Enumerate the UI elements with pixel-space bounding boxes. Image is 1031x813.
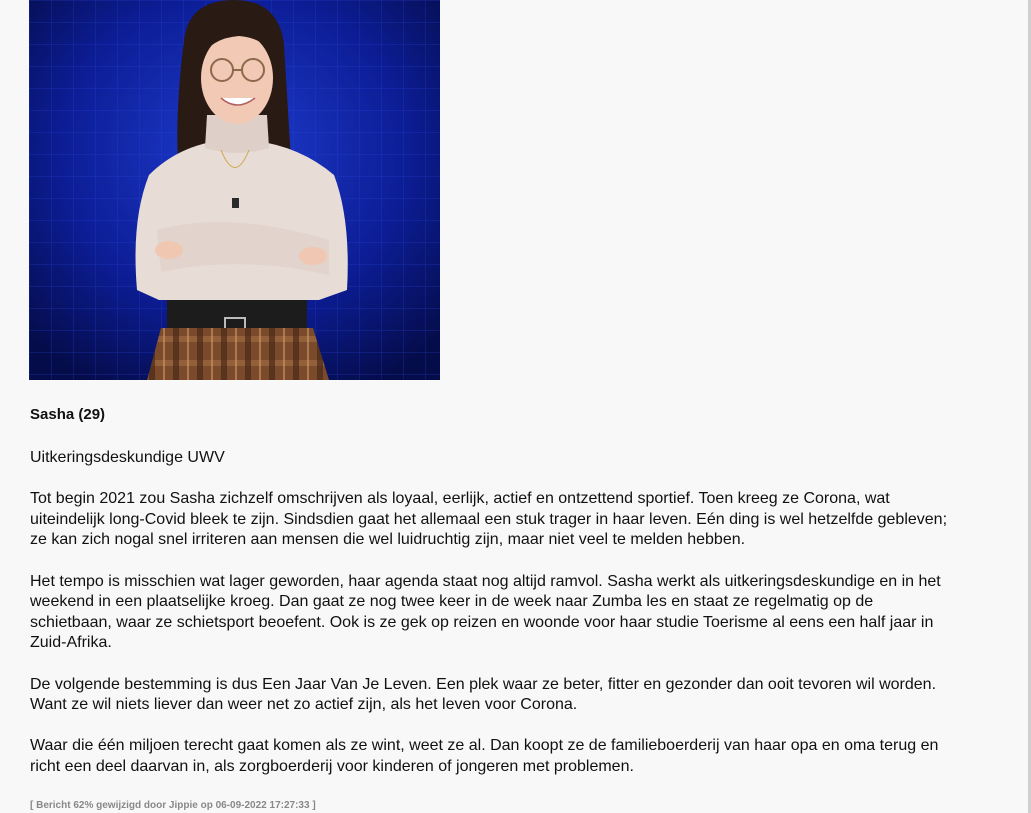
paragraph-3: De volgende bestemming is dus Een Jaar Van Je Leven. Een plek waar ze beter, fitter en gezonder dan ooit tevoren wil worden. Want ze wil niets liever dan weer net zo actief zijn, als het leven voor Corona.: [30, 675, 937, 714]
contestant-name: Sasha (29): [30, 406, 106, 423]
paragraph-1: Tot begin 2021 zou Sasha zichzelf omschrijven als loyaal, eerlijk, actief en ontzettend sportief. Toen kreeg ze Corona, wat uiteindelijk long-Covid bleek te zijn. Sindsdien gaat het allemaal een stuk trager in haar leven. Eén ding is wel hetzelfde gebleven; ze kan zich nogal snel irriteren aan mensen die wel luidruchtig zijn, maar niet veel te melden hebben.: [30, 490, 948, 549]
paragraph-4: Waar die één miljoen terecht gaat komen als ze wint, weet ze al. Dan koopt ze de familieboerderij van haar opa en oma terug en richt een deel daarvan in, als zorgboerderij voor kinderen of jongeren met problemen.: [30, 737, 939, 775]
contestant-photo: [29, 0, 440, 380]
paragraph-2: Het tempo is misschien wat lager geworden, haar agenda staat nog altijd ramvol. Sasha werkt als uitkeringsdeskundige en in het weekend in een plaatselijke kroeg. Dan gaat ze nog twee keer in de week naar Zumba les en staat ze regelmatig op de schietbaan, waar ze schietsport beoefent. Ook is ze gek op reizen en woonde voor haar studie Toerisme al eens een half jaar in Zuid-Afrika.: [30, 572, 941, 652]
edit-note: [ Bericht 62% gewijzigd door Jippie op 06-09-2022 17:27:33 ]: [30, 800, 316, 811]
job-title: Uitkeringsdeskundige UWV: [30, 449, 225, 466]
post-body: [30, 448, 950, 798]
